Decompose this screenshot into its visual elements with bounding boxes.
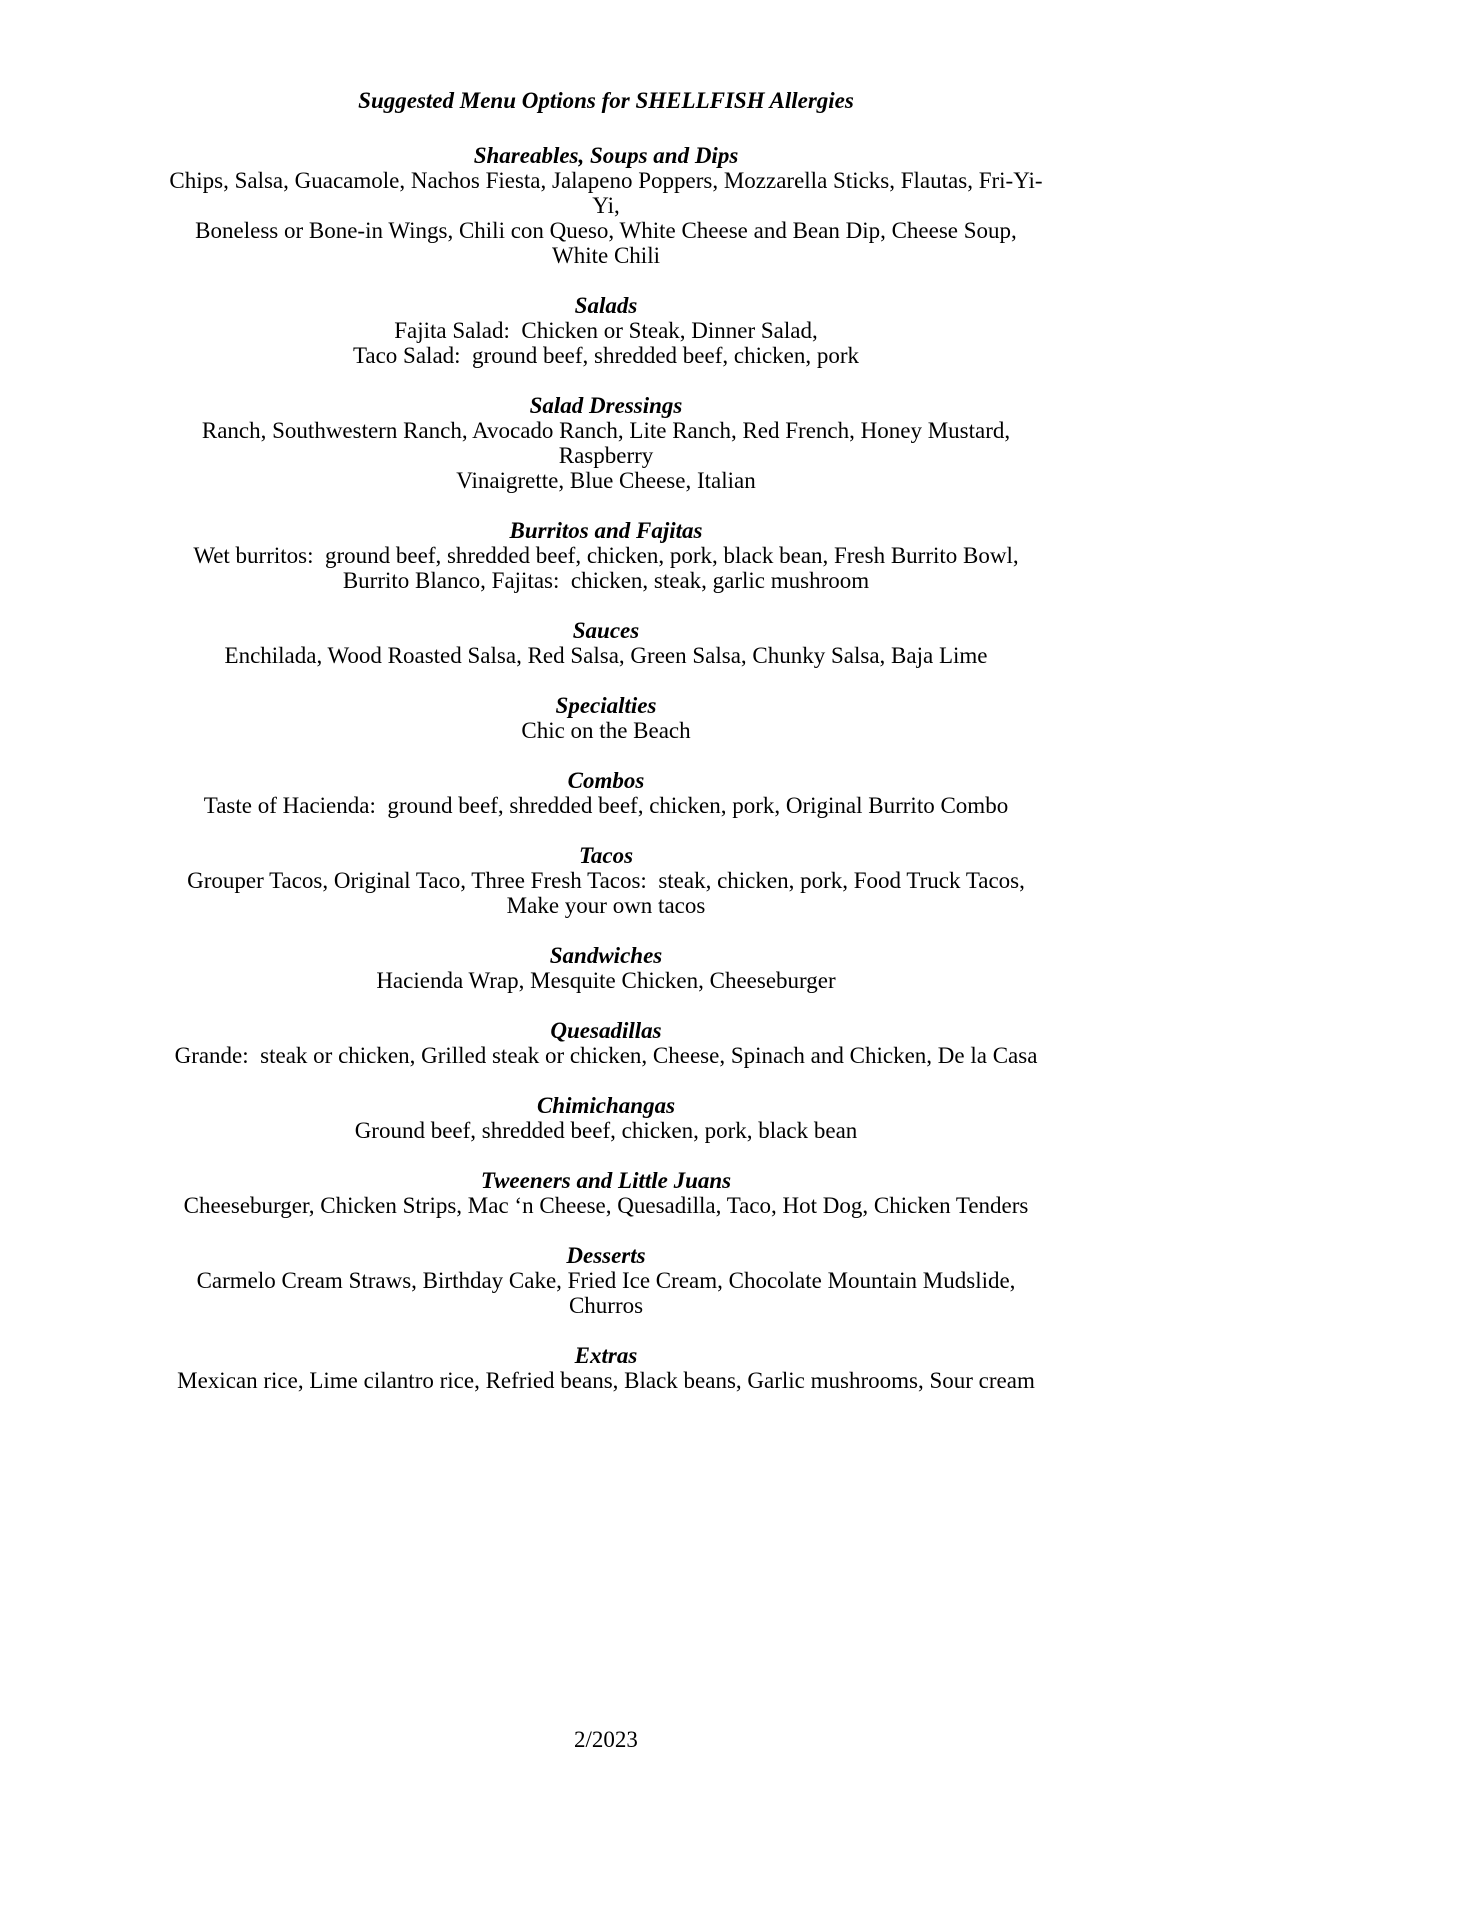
section-heading: Salad Dressings	[529, 393, 683, 418]
section-line: Grouper Tacos, Original Taco, Three Fresh Tacos: steak, chicken, pork, Food Truck Tacos,	[187, 868, 1025, 893]
section-heading: Tweeners and Little Juans	[480, 1168, 732, 1193]
section-heading: Salads	[574, 293, 638, 318]
menu-section	[166, 943, 1046, 993]
menu-section	[166, 693, 1046, 743]
section-heading: Specialties	[555, 693, 657, 718]
section-line: Vinaigrette, Blue Cheese, Italian	[456, 468, 756, 493]
menu-section	[166, 768, 1046, 818]
section-line: Taste of Hacienda: ground beef, shredded beef, chicken, pork, Original Burrito Combo	[203, 793, 1009, 818]
section-line: Mexican rice, Lime cilantro rice, Refried beans, Black beans, Garlic mushrooms, Sour cream	[177, 1368, 1035, 1393]
section-line: Boneless or Bone-in Wings, Chili con Queso, White Cheese and Bean Dip, Cheese Soup, White Chili	[195, 218, 1023, 268]
section-heading: Quesadillas	[550, 1018, 662, 1043]
menu-sections	[166, 143, 1046, 1393]
menu-content	[166, 88, 1046, 1418]
page-title: Suggested Menu Options for SHELLFISH Allergies	[358, 88, 854, 113]
section-heading: Desserts	[566, 1243, 646, 1268]
section-line: Grande: steak or chicken, Grilled steak or chicken, Cheese, Spinach and Chicken, De la Casa	[174, 1043, 1038, 1068]
section-line: Cheeseburger, Chicken Strips, Mac ‘n Cheese, Quesadilla, Taco, Hot Dog, Chicken Tenders	[183, 1193, 1029, 1218]
section-line: Wet burritos: ground beef, shredded beef, chicken, pork, black bean, Fresh Burrito Bowl,	[193, 543, 1019, 568]
section-line: Ground beef, shredded beef, chicken, pork, black bean	[354, 1118, 858, 1143]
section-line: Enchilada, Wood Roasted Salsa, Red Salsa, Green Salsa, Chunky Salsa, Baja Lime	[224, 643, 988, 668]
menu-section	[166, 1018, 1046, 1068]
section-heading: Tacos	[578, 843, 634, 868]
section-heading: Shareables, Soups and Dips	[473, 143, 739, 168]
menu-section	[166, 293, 1046, 368]
menu-section	[166, 1343, 1046, 1393]
menu-section	[166, 143, 1046, 268]
menu-section	[166, 1168, 1046, 1218]
footer-date: 2/2023	[574, 1727, 638, 1752]
section-line: Hacienda Wrap, Mesquite Chicken, Cheeseburger	[376, 968, 836, 993]
section-line: Ranch, Southwestern Ranch, Avocado Ranch, Lite Ranch, Red French, Honey Mustard, Raspberry	[201, 418, 1016, 468]
section-line: Carmelo Cream Straws, Birthday Cake, Fried Ice Cream, Chocolate Mountain Mudslide, Churros	[196, 1268, 1022, 1318]
section-heading: Sandwiches	[549, 943, 663, 968]
menu-section	[166, 1093, 1046, 1143]
section-line: Taco Salad: ground beef, shredded beef, chicken, pork	[352, 343, 860, 368]
section-heading: Extras	[574, 1343, 638, 1368]
menu-section	[166, 618, 1046, 668]
section-heading: Burritos and Fajitas	[509, 518, 703, 543]
menu-section	[166, 518, 1046, 593]
section-line: Burrito Blanco, Fajitas: chicken, steak, garlic mushroom	[342, 568, 870, 593]
section-line: Chips, Salsa, Guacamole, Nachos Fiesta, Jalapeno Poppers, Mozzarella Sticks, Flautas, Fri-Yi-Yi,	[169, 168, 1043, 218]
menu-section	[166, 843, 1046, 918]
menu-section	[166, 1243, 1046, 1318]
section-heading: Chimichangas	[536, 1093, 676, 1118]
menu-section	[166, 393, 1046, 493]
section-line: Make your own tacos	[506, 893, 706, 918]
section-heading: Combos	[567, 768, 645, 793]
section-line: Chic on the Beach	[521, 718, 691, 743]
section-line: Fajita Salad: Chicken or Steak, Dinner Salad,	[394, 318, 818, 343]
section-heading: Sauces	[572, 618, 640, 643]
